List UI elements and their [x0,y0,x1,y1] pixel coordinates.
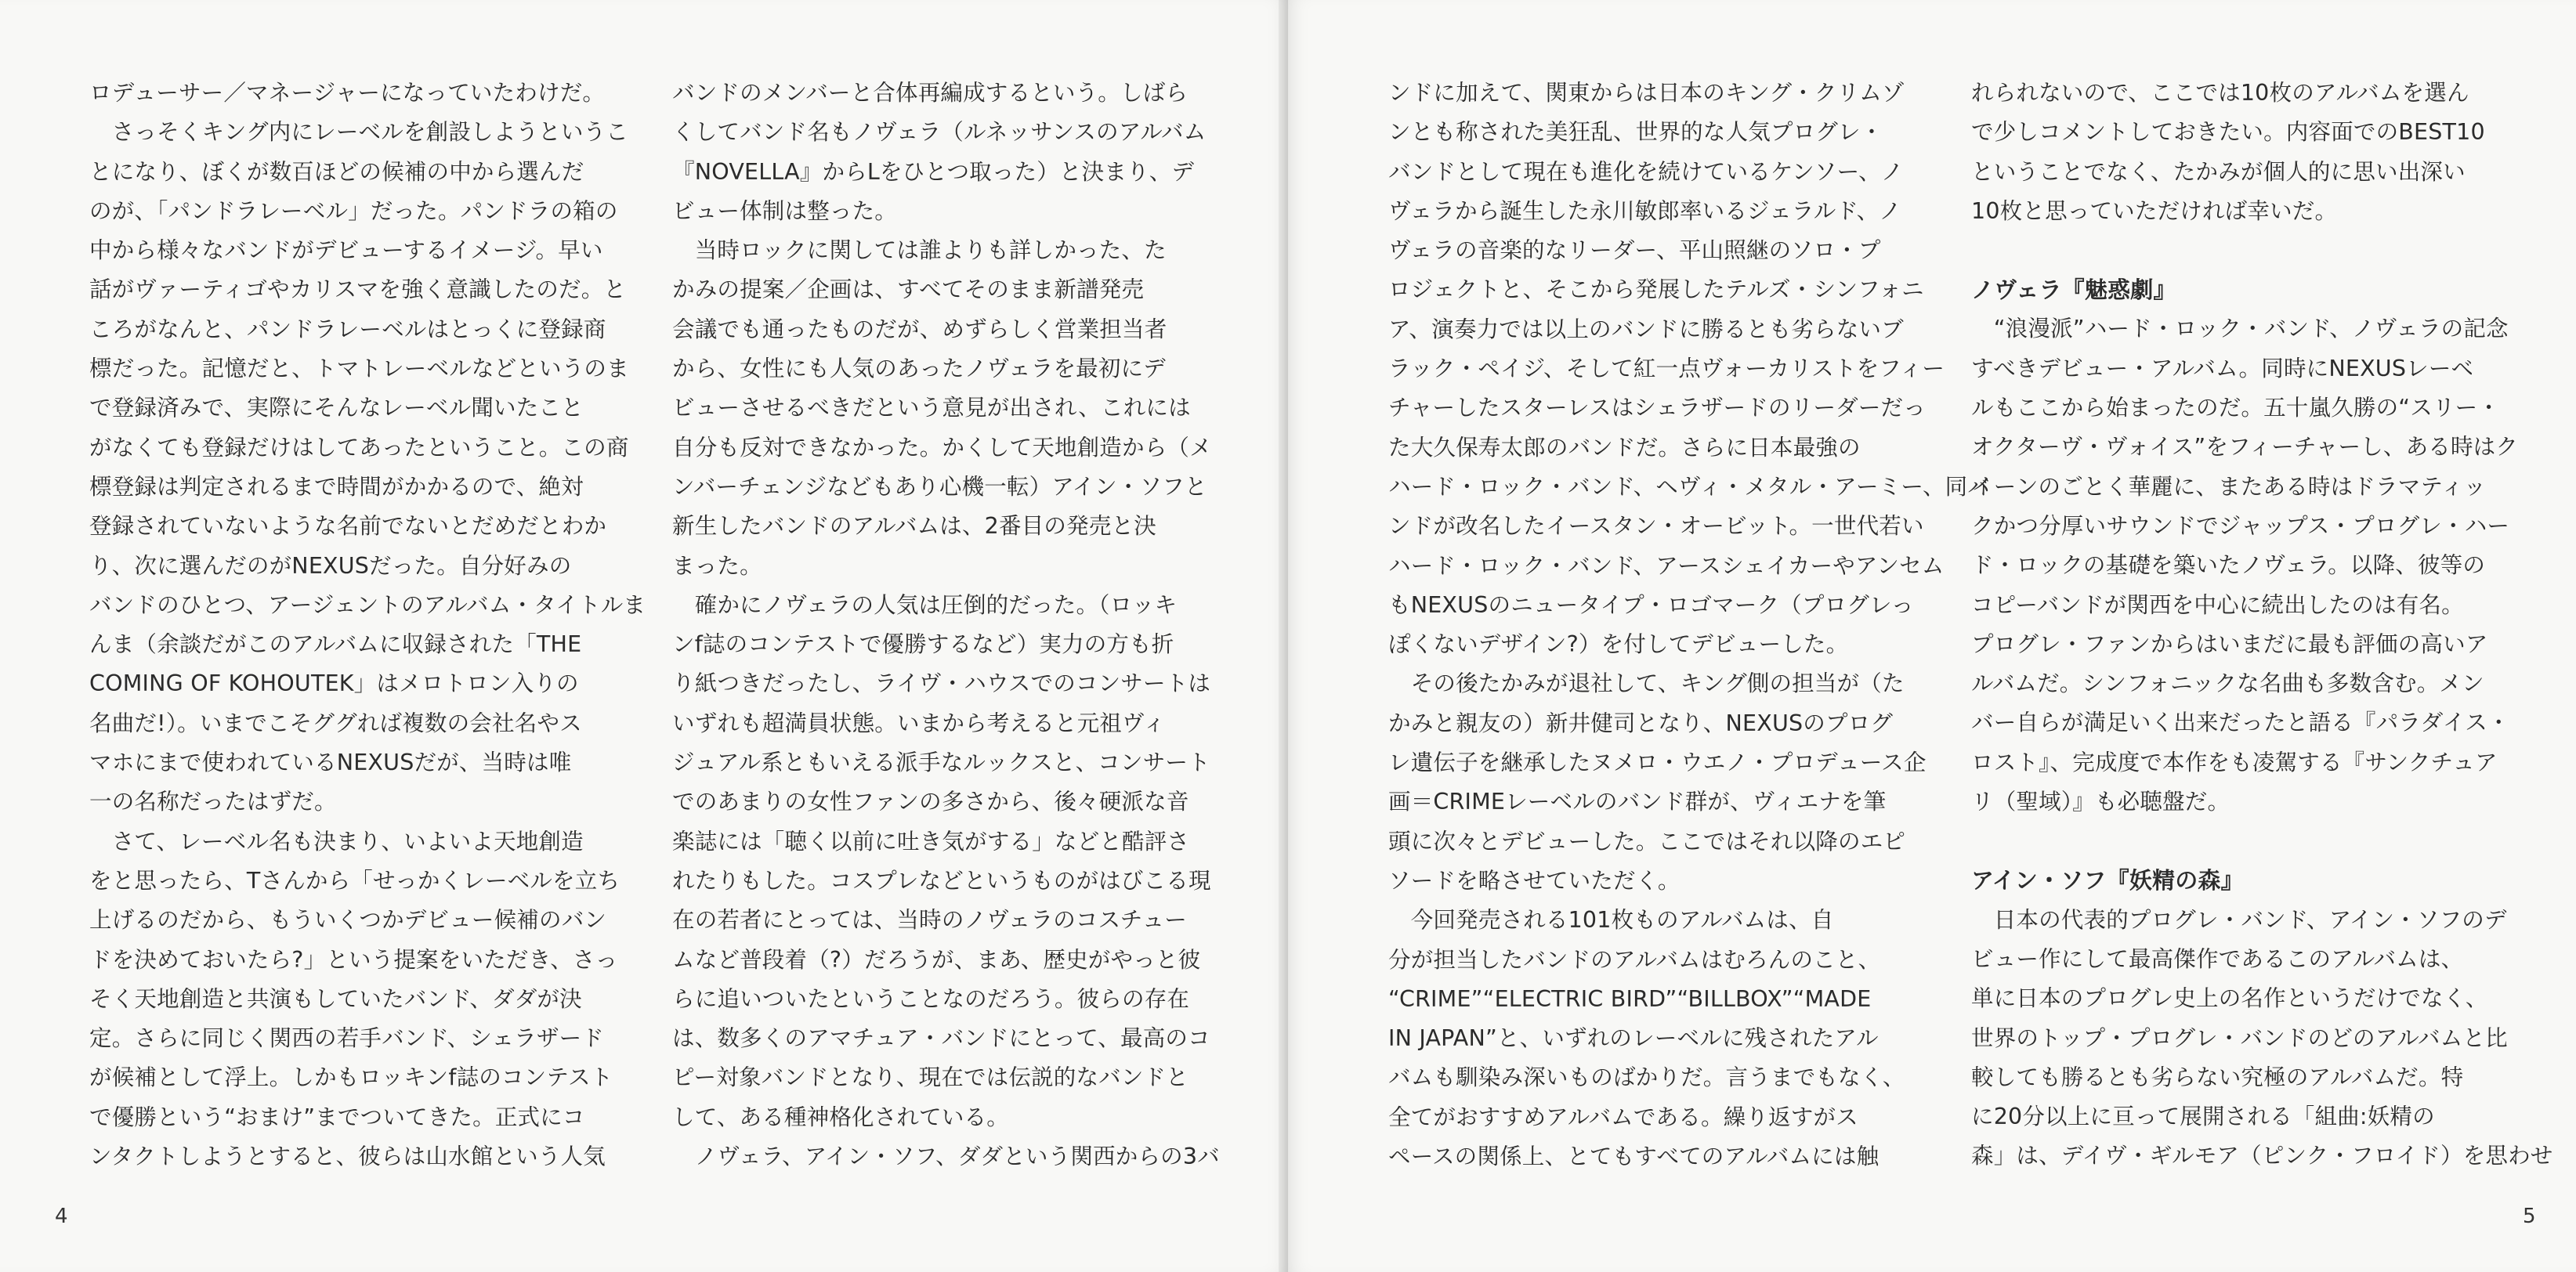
body-text-line: ア、演奏力では以上のバンドに勝るとも劣らないブ [1388,316,1904,342]
body-text-line: ムなど普段着（?）だろうが、まあ、歴史がやっと彼 [672,946,1201,973]
body-text-line: かみの提案／企画は、すべてそのまま新譜発売 [672,276,1145,303]
body-text-line: 確かにノヴェラの人気は圧倒的だった。（ロッキ [672,591,1178,618]
body-text-line: ころがなんと、パンドラレーベルはとっくに登録商 [89,316,606,342]
body-text-line: 話がヴァーティゴやカリスマを強く意識したのだ。と [89,276,627,303]
album-review-heading: ノヴェラ『魅惑劇』 [1971,276,2176,304]
album-review-heading: アイン・ソフ『妖精の森』 [1971,867,2244,894]
body-text-line: ハード・ロック・バンド、ヘヴィ・メタル・アーミー、同バ [1388,473,1991,500]
page-number-left: 4 [55,1205,68,1228]
body-text-line: ドを決めておいたら?」という提案をいただき、さっ [89,946,618,973]
right-page-column-2 [1971,74,2553,1176]
body-text-line: で登録済みで、実際にそんなレーベル聞いたこと [89,395,584,421]
body-text-line: 分が担当したバンドのアルバムはむろんのこと、 [1388,946,1881,973]
body-text-line: 頭に次々とデビューした。ここではそれ以降のエピ [1388,828,1906,855]
body-text-line: くしてバンド名もノヴェラ（ルネッサンスのアルバム [672,119,1207,146]
body-text-line: マホにまで使われているNEXUSだが、当時は唯 [89,750,572,776]
body-text-line: り、次に選んだのがNEXUSだった。自分好みの [89,552,572,579]
section-spacer [1971,822,2520,861]
body-text-line: で少しコメントしておきたい。内容面でのBEST10 [1971,119,2485,146]
body-text-line: 今回発売される101枚ものアルバムは、自 [1388,907,1834,934]
body-text-line: れられないので、ここでは10枚のアルバムを選ん [1971,80,2469,106]
body-text-line: ド・ロックの基礎を築いたノヴェラ。以降、彼等の [1971,552,2486,579]
body-text-line: ンドに加えて、関東からは日本のキング・クリムゾ [1388,80,1905,106]
body-text-line: ビュー作にして最高傑作であるこのアルバムは、 [1971,945,2464,972]
body-text-line: ロジェクトと、そこから発展したテルズ・シンフォニ [1388,276,1924,303]
body-text-line: ンタクトしようとすると、彼らは山水館という人気 [89,1144,606,1170]
body-text-line: ジュアル系ともいえる派手なルックスと、コンサート [672,750,1210,776]
body-text-line: 標だった。記憶だと、トマトレーベルなどというのま [89,356,629,382]
body-text-line: 『NOVELLA』からLをひとつ取った）と決まり、デ [672,158,1195,185]
body-text-line: ンバーチェンジなどもあり心機一転）アイン・ソフと [672,473,1207,500]
body-text-line: イーンのごとく華麗に、またある時はドラマティッ [1971,473,2487,500]
body-text-line: “CRIME”“ELECTRIC BIRD”“BILLBOX”“MADE [1388,985,1872,1012]
body-text-line: 日本の代表的プログレ・バンド、アイン・ソフのデ [1971,906,2507,933]
body-text-line: その後たかみが退社して、キング側の担当が（た [1388,670,1905,697]
left-page-column-1 [89,74,646,1176]
body-text-line: さて、レーベル名も決まり、いよいよ天地創造 [89,828,584,855]
body-text-line: まった。 [672,552,762,579]
body-text-line: 名曲だ!）。いまでこそググれば複数の会社名やス [89,710,582,736]
body-text-line: 当時ロックに関しては誰よりも詳しかった、た [672,237,1167,264]
body-text-line: ノヴェラ、アイン・ソフ、ダダという関西からの3バ [672,1144,1220,1170]
body-text-line: 上げるのだから、もういくつかデビュー候補のバン [89,907,607,934]
body-text-line: COMING OF KOHOUTEK」はメロトロン入りの [89,670,579,697]
body-text-line: が候補として浮上。しかもロッキンf誌のコンテスト [89,1064,613,1091]
body-text-line: がなくても登録だけはしてあったということ。この商 [89,434,629,461]
body-text-line: ビューさせるべきだという意見が出され、これには [672,395,1191,421]
body-text-line: バンドのメンバーと合体再編成するという。しばら [672,80,1189,106]
body-text-line: ヴェラから誕生した永川敏郎率いるジェラルド、ノ [1388,197,1901,224]
right-page-column-1 [1388,74,1991,1176]
body-text-line: すべきデビュー・アルバム。同時にNEXUSレーベ [1971,355,2474,381]
body-text-line: ロデューサー／マネージャーになっていたわけだ。 [89,80,606,106]
left-page-column-2 [672,74,1220,1176]
body-text-line: 世界のトップ・プログレ・バンドのどのアルバムと比 [1971,1024,2508,1051]
page-number-right: 5 [2523,1205,2536,1228]
body-text-line: ルバムだ。シンフォニックな名曲も多数含む。メン [1971,670,2484,697]
body-text-line: 定。さらに同じく関西の若手バンド、シェラザード [89,1025,604,1052]
body-text-line: いずれも超満員状態。いまから考えると元祖ヴィ [672,710,1166,736]
body-text-line: “浪漫派”ハード・ロック・バンド、ノヴェラの記念 [1971,316,2509,342]
body-text-line: 全てがおすすめアルバムである。繰り返すがス [1388,1104,1858,1130]
body-text-line: た大久保寿太郎のバンドだ。さらに日本最強の [1388,434,1861,461]
body-text-line: バンドのひとつ、アージェントのアルバム・タイトルま [89,591,646,618]
body-text-line: もNEXUSのニュータイプ・ロゴマーク（プログレっ [1388,591,1914,618]
body-text-line: で優勝という“おまけ”までついてきた。正式にコ [89,1104,585,1130]
body-text-line: プログレ・ファンからはいまだに最も評価の高いア [1971,631,2488,657]
body-text-line: れたりもした。コスプレなどというものがはびこる現 [672,867,1211,894]
body-text-line: をと思ったら、Tさんから「せっかくレーベルを立ち [89,867,620,894]
body-text-line: り紙つきだったし、ライヴ・ハウスでのコンサートは [672,670,1211,697]
body-text-line: ピー対象バンドとなり、現在では伝説的なバンドと [672,1064,1189,1091]
body-text-line: んま（余談だがこのアルバムに収録された「THE [89,631,582,658]
body-text-line: ンドが改名したイースタン・オービット。一世代若い [1388,513,1924,540]
body-text-line: 自分も反対できなかった。かくして天地創造から（メ [672,434,1212,461]
body-text-line: とになり、ぼくが数百ほどの候補の中から選んだ [89,158,584,185]
body-text-line: 一の名称だったはずだ。 [89,789,337,815]
body-text-line: 会議でも通ったものだが、めずらしく営業担当者 [672,316,1167,342]
body-text-line: ルもここから始まったのだ。五十嵐久勝の“スリー・ [1971,395,2501,421]
body-text-line: から、女性にも人気のあったノヴェラを最初にデ [672,356,1166,382]
body-text-line: 画＝CRIMEレーベルのバンド群が、ヴィエナを筆 [1388,789,1887,815]
body-text-line: して、ある種神格化されている。 [672,1104,1009,1130]
body-text-line: バー自らが満足いく出来だったと語る『パラダイス・ [1971,710,2510,736]
body-text-line: 10枚と思っていただければ幸いだ。 [1971,197,2338,224]
body-text-line: ハード・ロック・バンド、アースシェイカーやアンセム [1388,552,1945,579]
body-text-line: ペースの関係上、とてもすべてのアルバムには触 [1388,1144,1880,1170]
body-text-line: さっそくキング内にレーベルを創設しようというこ [89,119,628,146]
body-text-line: 在の若者にとっては、当時のノヴェラのコスチュー [672,907,1187,934]
body-text-line: に20分以上に亘って展開される「組曲:妖精の [1971,1104,2435,1130]
body-text-line: 森」は、デイヴ・ギルモア（ピンク・フロイド）を思わせ [1971,1143,2553,1169]
body-text-line: 標登録は判定されるまで時間がかかるので、絶対 [89,473,584,500]
body-text-line: バムも馴染み深いものばかりだ。言うまでもなく、 [1388,1064,1905,1091]
body-text-line: 較しても勝るとも劣らない究極のアルバムだ。特 [1971,1064,2464,1090]
body-text-line: コピーバンドが関西を中心に続出したのは有名。 [1971,591,2464,618]
body-text-line: ロスト』、完成度で本作をも凌駕する『サンクチュア [1971,749,2498,775]
section-spacer [1971,231,2520,270]
body-text-line: レ遺伝子を継承したヌメロ・ウエノ・プロデュース企 [1388,750,1927,776]
body-text-line: ソードを略させていただく。 [1388,867,1681,894]
body-text-line: ンとも称された美狂乱、世界的な人気プログレ・ [1388,119,1883,146]
body-text-line: ぽくないデザイン?）を付してデビューした。 [1388,631,1849,658]
body-text-line: 楽誌には「聴く以前に吐き気がする」などと酷評さ [672,828,1190,855]
body-text-line: らに追いついたということなのだろう。彼らの存在 [672,985,1190,1012]
body-text-line: 登録されていないような名前でないとだめだとわか [89,513,607,540]
right-page [1288,0,2576,1272]
body-text-line: ラック・ペイジ、そして紅一点ヴォーカリストをフィー [1388,356,1945,382]
body-text-line: IN JAPAN”と、いずれのレーベルに残されたアル [1388,1025,1879,1052]
body-text-line: ビュー体制は整った。 [672,197,898,224]
body-text-line: かみと親友の）新井健司となり、NEXUSのプログ [1388,710,1894,736]
body-text-line: クかつ分厚いサウンドでジャップス・プログレ・ハー [1971,512,2510,539]
body-text-line: は、数多くのアマチュア・バンドにとって、最高のコ [672,1025,1210,1052]
body-text-line: でのあまりの女性ファンの多さから、後々硬派な音 [672,789,1189,815]
body-text-line: そく天地創造と共演もしていたバンド、ダダが決 [89,985,582,1012]
body-text-line: チャーしたスターレスはシェラザードのリーダーだっ [1388,395,1926,421]
body-text-line: バンドとして現在も進化を続けているケンソー、ノ [1388,158,1904,185]
body-text-line: ということでなく、たかみが個人的に思い出深い [1971,158,2466,185]
body-text-line: リ（聖域）』も必聴盤だ。 [1971,789,2230,815]
body-text-line: ヴェラの音楽的なリーダー、平山照継のソロ・プ [1388,237,1881,264]
body-text-line: のが、「パンドラレーベル」だった。パンドラの箱の [89,197,618,224]
body-text-line: オクターヴ・ヴォイス”をフィーチャーし、ある時はク [1971,434,2519,461]
body-text-line: 新生したバンドのアルバムは、2番目の発売と決 [672,513,1156,540]
body-text-line: ンf誌のコンテストで優勝するなど）実力の方も折 [672,631,1174,658]
body-text-line: 中から様々なバンドがデビューするイメージ。早い [89,237,603,264]
body-text-line: 単に日本のプログレ史上の名作というだけでなく、 [1971,985,2488,1012]
